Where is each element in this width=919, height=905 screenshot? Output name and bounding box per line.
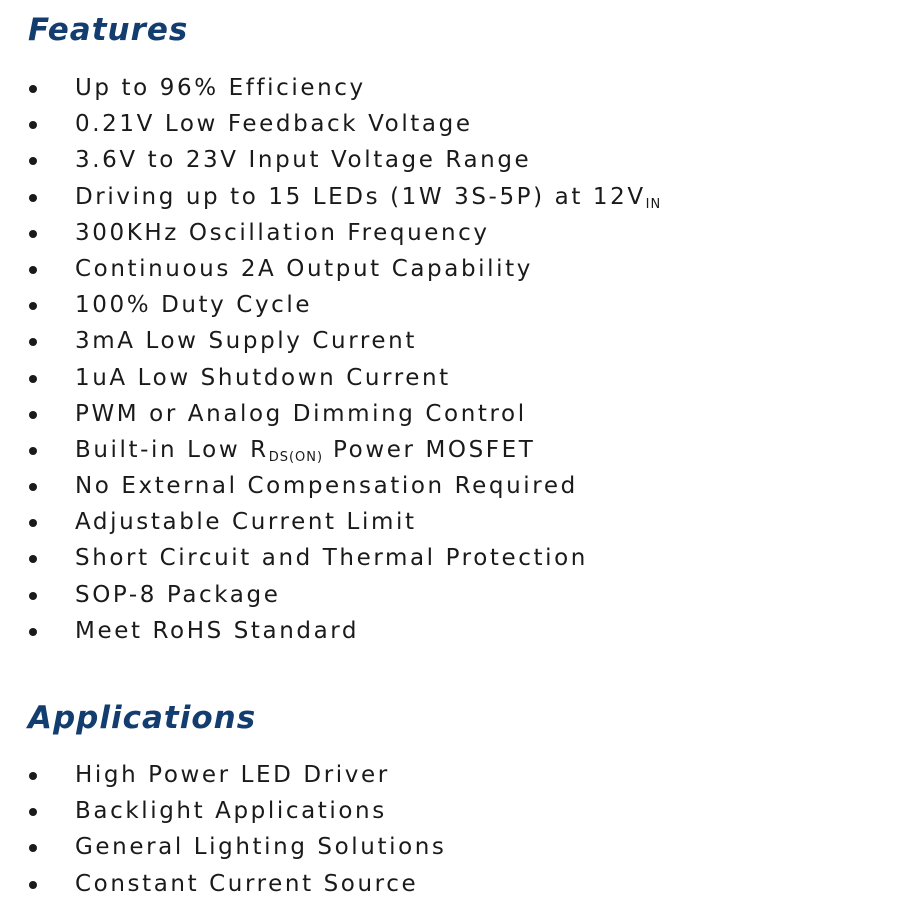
features-heading: Features: [28, 12, 189, 48]
feature-text: [75, 179, 661, 215]
bullet-icon: [29, 375, 37, 383]
feature-text: Meet RoHS Standard: [75, 617, 360, 644]
feature-text: 3mA Low Supply Current: [75, 328, 417, 355]
feature-text-tail: Power MOSFET: [323, 436, 536, 463]
bullet-icon: [29, 338, 37, 346]
feature-text: SOP-8 Package: [75, 581, 281, 608]
bullet-icon: [29, 555, 37, 563]
bullet-icon: [29, 772, 37, 780]
bullet-icon: [29, 302, 37, 310]
application-text: Backlight Applications: [75, 798, 387, 825]
bullet-icon: [29, 121, 37, 129]
application-text: Constant Current Source: [75, 870, 419, 897]
feature-text: 1uA Low Shutdown Current: [75, 364, 451, 391]
applications-heading: Applications: [28, 700, 257, 736]
feature-text: Adjustable Current Limit: [75, 509, 417, 536]
bullet-icon: [29, 411, 37, 419]
bullet-icon: [29, 844, 37, 852]
feature-text: Short Circuit and Thermal Protection: [75, 545, 588, 572]
bullet-icon: [29, 85, 37, 93]
bullet-icon: [29, 447, 37, 455]
feature-text: No External Compensation Required: [75, 473, 578, 500]
feature-text-main: Built-in Low R: [75, 436, 269, 463]
feature-text: 300KHz Oscillation Frequency: [75, 219, 490, 246]
feature-text: 0.21V Low Feedback Voltage: [75, 111, 473, 138]
feature-text: Continuous 2A Output Capability: [75, 255, 533, 282]
feature-text: PWM or Analog Dimming Control: [75, 400, 527, 427]
bullet-icon: [29, 230, 37, 238]
bullet-icon: [29, 592, 37, 600]
subscript: IN: [645, 196, 662, 212]
bullet-icon: [29, 483, 37, 491]
bullet-icon: [29, 881, 37, 889]
bullet-icon: [29, 157, 37, 165]
feature-text: [75, 432, 535, 468]
feature-text: 3.6V to 23V Input Voltage Range: [75, 147, 532, 174]
subscript: DS(ON): [268, 449, 324, 465]
bullet-icon: [29, 266, 37, 274]
feature-text: 100% Duty Cycle: [75, 292, 313, 319]
feature-text-main: Driving up to 15 LEDs (1W 3S-5P) at 12V: [75, 183, 646, 210]
bullet-icon: [29, 519, 37, 527]
bullet-icon: [29, 628, 37, 636]
bullet-icon: [29, 808, 37, 816]
bullet-icon: [29, 194, 37, 202]
application-text: High Power LED Driver: [75, 762, 390, 788]
application-text: General Lighting Solutions: [75, 834, 447, 861]
feature-text: Up to 96% Efficiency: [75, 75, 366, 101]
